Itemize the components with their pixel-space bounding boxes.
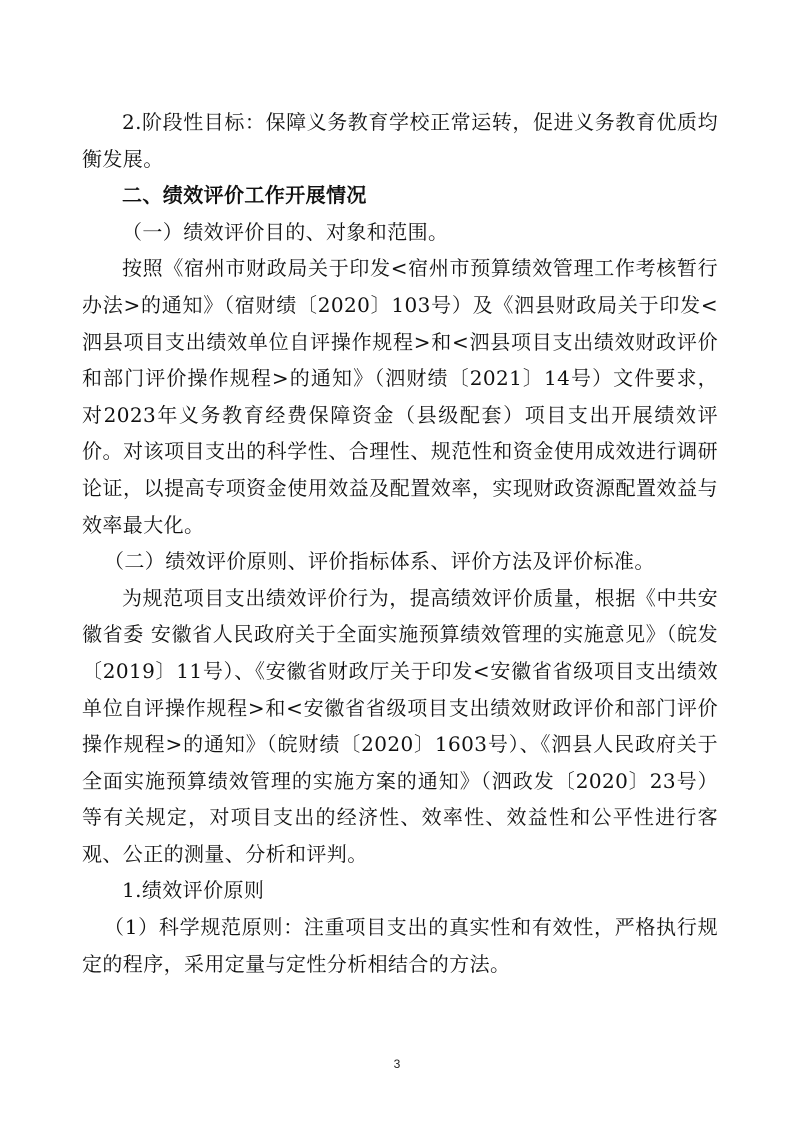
document-body bbox=[82, 104, 718, 982]
page-number: 3 bbox=[393, 1057, 401, 1071]
section-heading-performance-evaluation: 二、绩效评价工作开展情况 bbox=[122, 183, 367, 208]
paragraph-basis-of-evaluation: 按照《宿州市财政局关于印发<宿州市预算绩效管理工作考核暂行办法>的通知》（宿财绩〔2020〕103号）及《泗县财政局关于印发<泗县项目支出绩效单位自评操作规程>和<泗县项目支出绩效财政评价和部门评价操作规程>的通知》（泗财绩〔2021〕14号）文件要求，对2023年义务教育经费保障资金（县级配套）项目支出开展绩效评价。对该项目支出的科学性、合理性、规范性和资金使用成效进行调研论证，以提高专项资金使用效益及配置效率，实现财政资源配置效益与效率最大化。 bbox=[82, 256, 718, 537]
subsection-heading-principles-methods: （二）绩效评价原则、评价指标体系、评价方法及评价标准。 bbox=[104, 549, 655, 574]
paragraph-regulations: 为规范项目支出绩效评价行为，提高绩效评价质量，根据《中共安徽省委 安徽省人民政府关于全面实施预算绩效管理的实施意见》（皖发〔2019〕11号）、《安徽省财政厅关于印发<安徽省省级项目支出绩效单位自评操作规程>和<安徽省省级项目支出绩效财政评价和部门评价操作规程>的通知》（皖财绩〔2020〕1603号）、《泗县人民政府关于全面实施预算绩效管理的实施方案的通知》（泗政发〔2020〕23号）等有关规定，对项目支出的经济性、效率性、效益性和公平性进行客观、公正的测量、分析和评判。 bbox=[82, 585, 718, 866]
subsection-heading-purpose-scope: （一）绩效评价目的、对象和范围。 bbox=[122, 219, 449, 244]
paragraph-stage-goal: 2.阶段性目标：保障义务教育学校正常运转，促进义务教育优质均衡发展。 bbox=[82, 110, 718, 171]
paragraph-scientific-principle: （1）科学规范原则：注重项目支出的真实性和有效性，严格执行规定的程序，采用定量与定性分析相结合的方法。 bbox=[82, 915, 718, 976]
paragraph-evaluation-principles-title: 1.绩效评价原则 bbox=[122, 878, 265, 903]
